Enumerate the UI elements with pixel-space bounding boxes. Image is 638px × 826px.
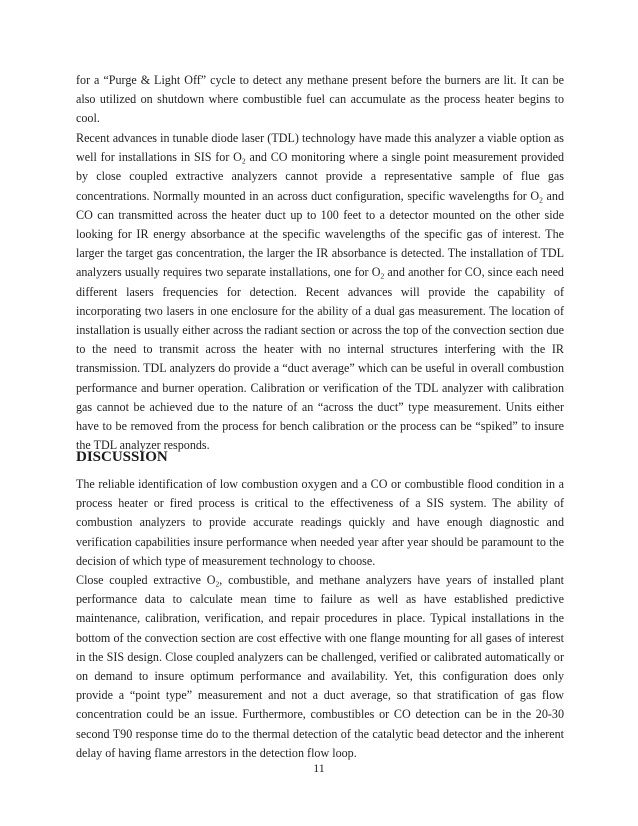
subscript: 2: [539, 194, 543, 204]
paragraph-text: [76, 571, 564, 763]
text-segment: and CO monitoring where a single point measurement provided by close coupled extractive analyzers cannot provide a representative sample of flue gas concentrations. Normally mounted in an across duct configuration, specific wavelengths for O: [76, 150, 565, 203]
page-number: 11: [313, 761, 325, 775]
text-segment: and another for CO, since each need different lasers frequencies for detection. Recent advances will provide the capability of incorporating two lasers in one enclosure for the ability of a dual gas measurement. The location of installation is usually either across the radiant section or across the top of the convection section due to the need to transmit across the heater with no internal structures interfering with the IR transmission. TDL analyzers do provide a “duct average” which can be useful in overall combustion performance and burner operation. Calibration or verification of the TDL analyzer with calibration gas cannot be achieved due to the nature of an “across the duct” type measurement. Units either have to be removed from the process for bench calibration or the process can be “spiked” to insure the TDL analyzer responds.: [76, 265, 564, 453]
body-paragraph-2: [76, 129, 564, 455]
section-heading-discussion: DISCUSSION: [76, 449, 168, 465]
text-segment: Close coupled extractive O: [76, 573, 216, 587]
paragraph-text: [76, 129, 564, 455]
text-segment: and CO can transmitted across the heater duct up to 100 feet to a detector mounted on the other side looking for IR energy absorbance at the specific wavelengths of the specific gas of interest. The larger the target gas concentration, the larger the IR absorbance is detected. The installation of TDL analyzers usually requires two separate installations, one for O: [76, 188, 564, 280]
paragraph-text: for a “Purge & Light Off” cycle to detect any methane present before the burners are lit. It can be also utilized on shutdown where combustible fuel can accumulate as the process heater begins to cool.: [76, 73, 564, 126]
subscript: 2: [380, 271, 385, 281]
discussion-paragraph-1: [76, 475, 564, 571]
text-segment: , combustible, and methane analyzers have years of installed plant performance data to calculate mean time to failure as well as have established predictive maintenance, calibration, verification, and repair procedures in place. Typical installations in the bottom of the convection section are cost effective with one flange mounting for all gases of interest in the SIS design. Close coupled analyzers can be challenged, verified or calibrated automatically or on demand to insure optimum performance and availability. Yet, this configuration does only provide a “point type” measurement and not a duct average, so that stratification of gas flow concentration could be an issue. Furthermore, combustibles or CO detection can be in the 20-30 second T90 response time do to the thermal detection of the catalytic bead detector and the inherent delay of having flame arrestors in the detection flow loop.: [76, 573, 564, 760]
discussion-paragraph-2: [76, 571, 564, 763]
subscript: 2: [241, 156, 246, 166]
text-segment: Recent advances in tunable diode laser (TDL) technology have made this analyzer a viable option as well for installations in SIS for O: [76, 131, 564, 165]
paragraph-text: The reliable identification of low combustion oxygen and a CO or combustible flood condition in a process heater or fired process is critical to the effectiveness of a SIS system. The ability of combustion analyzers to provide accurate readings quickly and have enough diagnostic and verification capabilities insure performance when needed year after year should be paramount to the decision of which type of measurement technology to choose.: [76, 477, 564, 568]
body-paragraph-1: [76, 71, 564, 129]
subscript: 2: [215, 579, 220, 589]
